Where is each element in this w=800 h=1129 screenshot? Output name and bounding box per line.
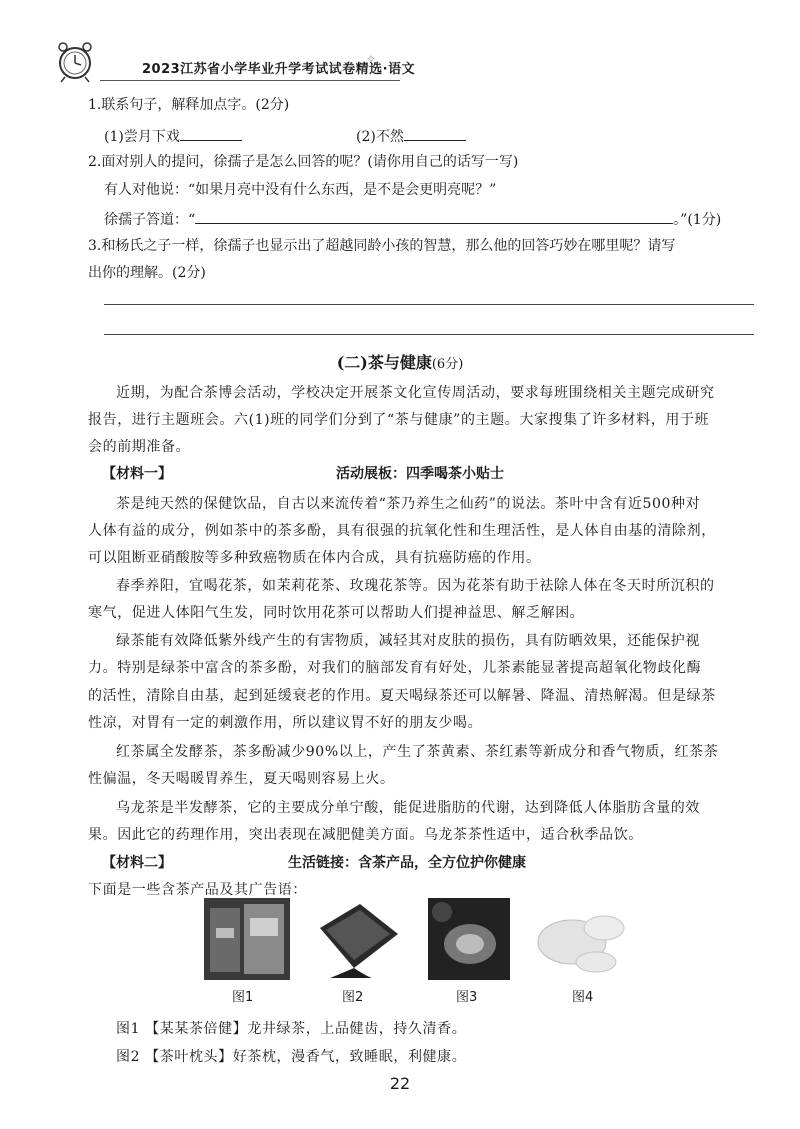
answer-blank-1b[interactable] <box>404 128 466 141</box>
section-points: (6分) <box>431 357 464 372</box>
question-3-line-1: 3.和杨氏之子一样，徐孺子也显示出了超越同龄小孩的智慧，那么他的回答巧妙在哪里呢？请写 <box>88 238 676 254</box>
figure-1-caption: 图1 <box>232 990 254 1005</box>
figure-4-caption: 图4 <box>572 990 594 1005</box>
material-1-line-9: 性凉，对胃有一定的刺激作用，所以建议胃不好的朋友少喝。 <box>88 715 483 731</box>
figure-2-caption: 图2 <box>342 990 364 1005</box>
product-caption-1: 图1 【某某茶倍健】龙井绿茶，上品健齿，持久清香。 <box>116 1021 467 1037</box>
header-title: 2023江苏省小学毕业升学考试试卷精选·语文 <box>142 62 416 77</box>
answer-blank-2[interactable] <box>195 211 673 224</box>
question-2: 2.面对别人的提问，徐孺子是怎么回答的呢？(请你用自己的话写一写) <box>88 154 519 170</box>
alarm-clock-logo-icon <box>52 38 98 84</box>
answer-blank-1a[interactable] <box>180 128 242 141</box>
sparkle-icon: ✧ <box>366 52 377 66</box>
figure-4-tea-product-image <box>532 898 642 980</box>
question-1b-text: (2)不然 <box>356 129 404 145</box>
material-1-line-11: 性偏温，冬天喝暖胃养生，夏天喝则容易上火。 <box>88 771 395 787</box>
material-1-line-13: 果。因此它的药理作用，突出表现在减肥健美方面。乌龙茶茶性适中，适合秋季品饮。 <box>88 827 643 843</box>
material-1-line-3: 可以阻断亚硝酸胺等多种致癌物质在体内合成，具有抗癌防癌的作用。 <box>88 550 541 566</box>
material-1-line-7: 力。特别是绿茶中富含的茶多酚，对我们的脑部发育有好处，儿茶素能显著提高超氧化物歧化酶 <box>88 660 702 676</box>
intro-line-2: 报告，进行主题班会。六(1)班的同学们分到了“茶与健康”的主题。大家搜集了许多材料，用于班 <box>88 412 710 428</box>
material-1-line-1: 茶是纯天然的保健饮品，自古以来流传着“茶乃养生之仙药”的说法。茶叶中含有近500种对 <box>116 496 701 512</box>
question-1a <box>104 128 242 144</box>
figure-1-tea-box-image <box>204 898 290 980</box>
material-2-label: 【材料二】 <box>102 855 172 871</box>
material-2-title: 生活链接：含茶产品，全方位护你健康 <box>288 855 526 871</box>
material-1-line-2: 人体有益的成分，例如茶中的茶多酚，具有很强的抗氧化性和生理活性，是人体自由基的清除剂， <box>88 523 716 539</box>
material-1-line-5: 寒气，促进人体阳气生发，同时饮用花茶可以帮助人们提神益思、解乏解困。 <box>88 605 585 621</box>
question-1b <box>356 128 466 144</box>
section-title <box>0 350 800 373</box>
material-1-line-4: 春季养阳，宜喝花茶，如茉莉花茶、玫瑰花茶等。因为花茶有助于祛除人体在冬天时所沉积的 <box>116 578 715 594</box>
figure-3-caption: 图3 <box>456 990 478 1005</box>
answer-line-3b[interactable] <box>104 334 754 335</box>
answer-line-3a[interactable] <box>104 304 754 305</box>
product-caption-2: 图2 【茶叶枕头】好茶枕，漫香气，致睡眠，利健康。 <box>116 1049 467 1065</box>
material-1-line-10: 红茶属全发酵茶，茶多酚减少90%以上，产生了茶黄素、茶红素等新成分和香气物质，红茶茶 <box>116 744 719 760</box>
material-1-line-8: 的活性，清除自由基，起到延缓衰老的作用。夏天喝绿茶还可以解暑、降温、清热解渴。但是绿茶 <box>88 688 716 704</box>
material-1-label: 【材料一】 <box>102 466 172 482</box>
question-3-line-2: 出你的理解。(2分) <box>88 265 206 281</box>
question-2-quote: 有人对他说：“如果月亮中没有什么东西，是不是会更明亮呢？” <box>104 182 497 198</box>
material-1-line-12: 乌龙茶是半发酵茶，它的主要成分单宁酸，能促进脂肪的代谢，达到降低人体脂肪含量的效 <box>116 800 700 816</box>
figure-3-tea-food-image <box>428 898 510 980</box>
question-1a-text: (1)尝月下戏 <box>104 129 180 145</box>
intro-line-1: 近期，为配合茶博会活动，学校决定开展茶文化宣传周活动，要求每班围绕相关主题完成研究 <box>116 385 715 401</box>
material-2-intro: 下面是一些含茶产品及其广告语： <box>88 882 307 898</box>
header-rule <box>100 80 400 81</box>
figure-2-tea-pillow-image <box>310 898 402 980</box>
question-1: 1.联系句子，解释加点字。(2分) <box>88 97 290 113</box>
material-1-line-6: 绿茶能有效降低紫外线产生的有害物质，减轻其对皮肤的损伤，具有防晒效果，还能保护视 <box>116 633 700 649</box>
page-number: 22 <box>389 1074 411 1093</box>
material-1-title: 活动展板：四季喝茶小贴士 <box>336 466 504 482</box>
page-header <box>40 38 760 86</box>
question-2-answer-line <box>104 211 721 227</box>
question-2-answer-start: 徐孺子答道：“ <box>104 212 196 228</box>
section-title-text: (二)茶与健康 <box>336 353 432 372</box>
intro-line-3: 会的前期准备。 <box>88 439 191 455</box>
question-2-answer-end: 。”(1分) <box>673 212 722 228</box>
